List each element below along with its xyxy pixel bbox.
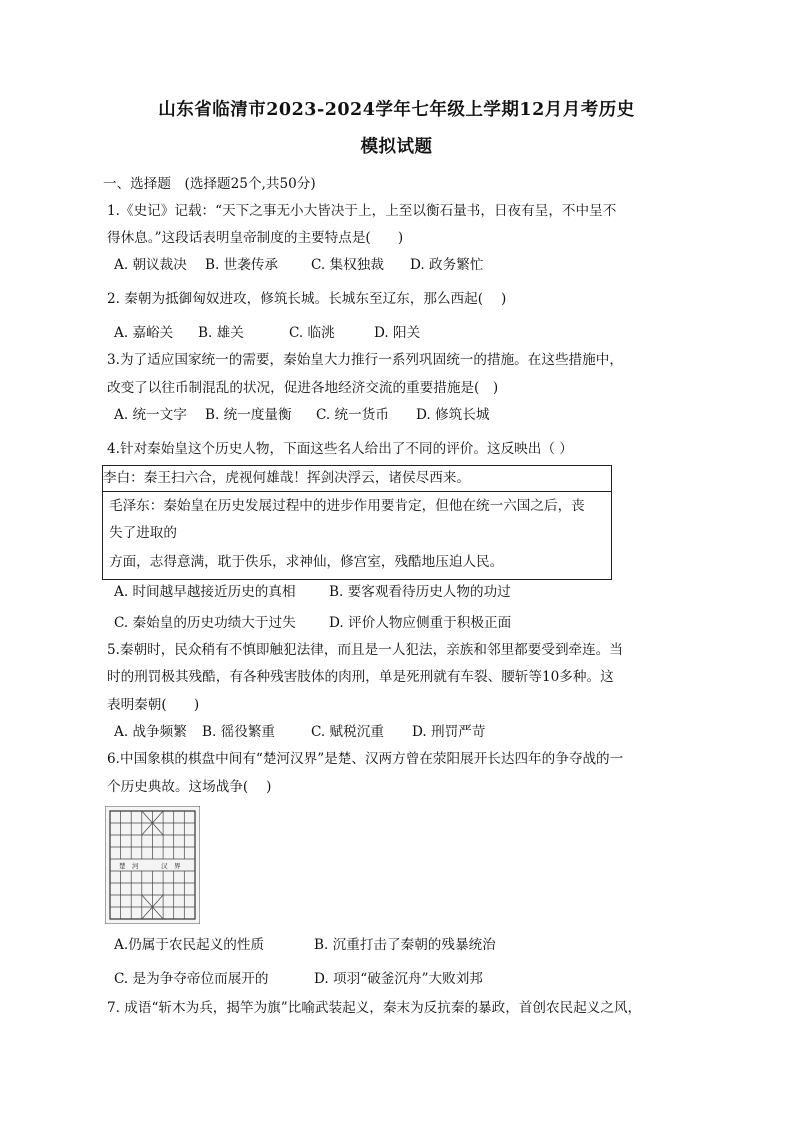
q3-option-a[interactable]: A. 统一文字 bbox=[114, 407, 187, 423]
q5-stem-line1: 5.秦朝时，民众稍有不慎即触犯法律，而且是一人犯法，亲族和邻里都要受到牵连。当 bbox=[107, 642, 623, 658]
q2-stem: 2. 秦朝为抵御匈奴进攻，修筑长城。长城东至辽东，那么西起( ) bbox=[107, 291, 507, 307]
q1-option-d[interactable]: D. 政务繁忙 bbox=[410, 257, 484, 273]
q1-options bbox=[114, 257, 483, 273]
q2-options bbox=[114, 325, 420, 341]
q5-option-c[interactable]: C. 赋税沉重 bbox=[311, 724, 384, 740]
section-heading: 一、选择题 (选择题25个,共50分) bbox=[103, 176, 316, 192]
q4-quote-mao-line1: 毛泽东：秦始皇在历史发展过程中的进步作用要肯定，但他在统一六国之后，丧 bbox=[109, 498, 585, 514]
q5-option-b[interactable]: B. 徭役繁重 bbox=[202, 724, 276, 740]
q4-quote-mao-line2: 失了进取的 bbox=[109, 525, 177, 541]
exam-title-line2: 模拟试题 bbox=[360, 137, 433, 157]
q1-option-c[interactable]: C. 集权独裁 bbox=[311, 257, 384, 273]
q1-option-b[interactable]: B. 世袭传承 bbox=[205, 257, 279, 273]
chess-river-right-label: 汉 界 bbox=[161, 862, 181, 870]
q3-option-b[interactable]: B. 统一度量衡 bbox=[205, 407, 292, 423]
q5-option-a[interactable]: A. 战争频繁 bbox=[114, 724, 187, 740]
q6-options-row1 bbox=[114, 937, 496, 953]
q4-option-b[interactable]: B. 要客观看待历史人物的功过 bbox=[329, 584, 511, 600]
q4-quote-box bbox=[102, 465, 612, 580]
q4-quote-mao-line3: 方面，志得意满，耽于佚乐，求神仙，修宫室，残酷地压迫人民。 bbox=[109, 554, 504, 570]
q5-option-d[interactable]: D. 刑罚严苛 bbox=[412, 724, 486, 740]
q6-option-d[interactable]: D. 项羽“破釜沉舟”大败刘邦 bbox=[314, 971, 483, 987]
q5-options bbox=[114, 724, 485, 740]
q3-option-c[interactable]: C. 统一货币 bbox=[316, 407, 389, 423]
q2-option-d[interactable]: D. 阳关 bbox=[374, 325, 421, 341]
q6-option-a[interactable]: A.仍属于农民起义的性质 bbox=[114, 937, 265, 953]
q4-option-c[interactable]: C. 秦始皇的历史功绩大于过失 bbox=[114, 615, 296, 631]
q7-stem-line1: 7. 成语“斩木为兵，揭竿为旗”比喻武装起义，秦末为反抗秦的暴政，首创农民起义之风， bbox=[107, 1000, 642, 1016]
q5-stem-line3: 表明秦朝( ) bbox=[107, 697, 200, 713]
q1-stem-line1: 1.《史记》记载：“天下之事无小大皆决于上，上至以衡石量书，日夜有呈，不中呈不 bbox=[107, 203, 617, 219]
q4-quote-libai: 李白：秦王扫六合，虎视何雄哉！挥剑决浮云，诸侯尽西来。 bbox=[103, 470, 471, 486]
q6-option-c[interactable]: C. 是为争夺帝位而展开的 bbox=[114, 971, 269, 987]
q6-options-row2 bbox=[114, 971, 483, 987]
q4-option-d[interactable]: D. 评价人物应侧重于积极正面 bbox=[329, 615, 512, 631]
q4-stem: 4.针对秦始皇这个历史人物，下面这些名人给出了不同的评价。这反映出（ ） bbox=[107, 441, 573, 457]
q2-option-c[interactable]: C. 临洮 bbox=[289, 325, 335, 341]
chess-board-image bbox=[105, 806, 200, 924]
q4-options-row1 bbox=[114, 584, 511, 600]
q3-stem-line2: 改变了以往币制混乱的状况，促进各地经济交流的重要措施是( ) bbox=[107, 380, 499, 396]
q3-options bbox=[114, 407, 489, 423]
q5-stem-line2: 时的刑罚极其残酷，有各种残害肢体的肉刑，单是死刑就有车裂、腰斩等10多种。这 bbox=[107, 669, 614, 685]
exam-title-line1: 山东省临清市2023-2024学年七年级上学期12月月考历史 bbox=[158, 100, 635, 120]
q2-option-b[interactable]: B. 雄关 bbox=[198, 325, 244, 341]
q1-stem-line2: 得休息。”这段话表明皇帝制度的主要特点是( ) bbox=[107, 230, 404, 246]
q3-stem-line1: 3.为了适应国家统一的需要，秦始皇大力推行一系列巩固统一的措施。在这些措施中， bbox=[107, 352, 623, 368]
q6-option-b[interactable]: B. 沉重打击了秦朝的残暴统治 bbox=[314, 937, 496, 953]
q2-option-a[interactable]: A. 嘉峪关 bbox=[114, 325, 174, 341]
chess-river-left-label: 楚 河 bbox=[119, 862, 139, 870]
q4-quote-divider bbox=[103, 491, 611, 492]
q4-option-a[interactable]: A. 时间越早越接近历史的真相 bbox=[114, 584, 296, 600]
q1-option-a[interactable]: A. 朝议裁决 bbox=[114, 257, 187, 273]
q6-stem-line1: 6.中国象棋的棋盘中间有“楚河汉界”是楚、汉两方曾在荥阳展开长达四年的争夺战的一 bbox=[107, 751, 624, 767]
q4-options-row2 bbox=[114, 615, 511, 631]
q3-option-d[interactable]: D. 修筑长城 bbox=[416, 407, 490, 423]
q6-stem-line2: 个历史典故。这场战争( ) bbox=[107, 779, 272, 795]
